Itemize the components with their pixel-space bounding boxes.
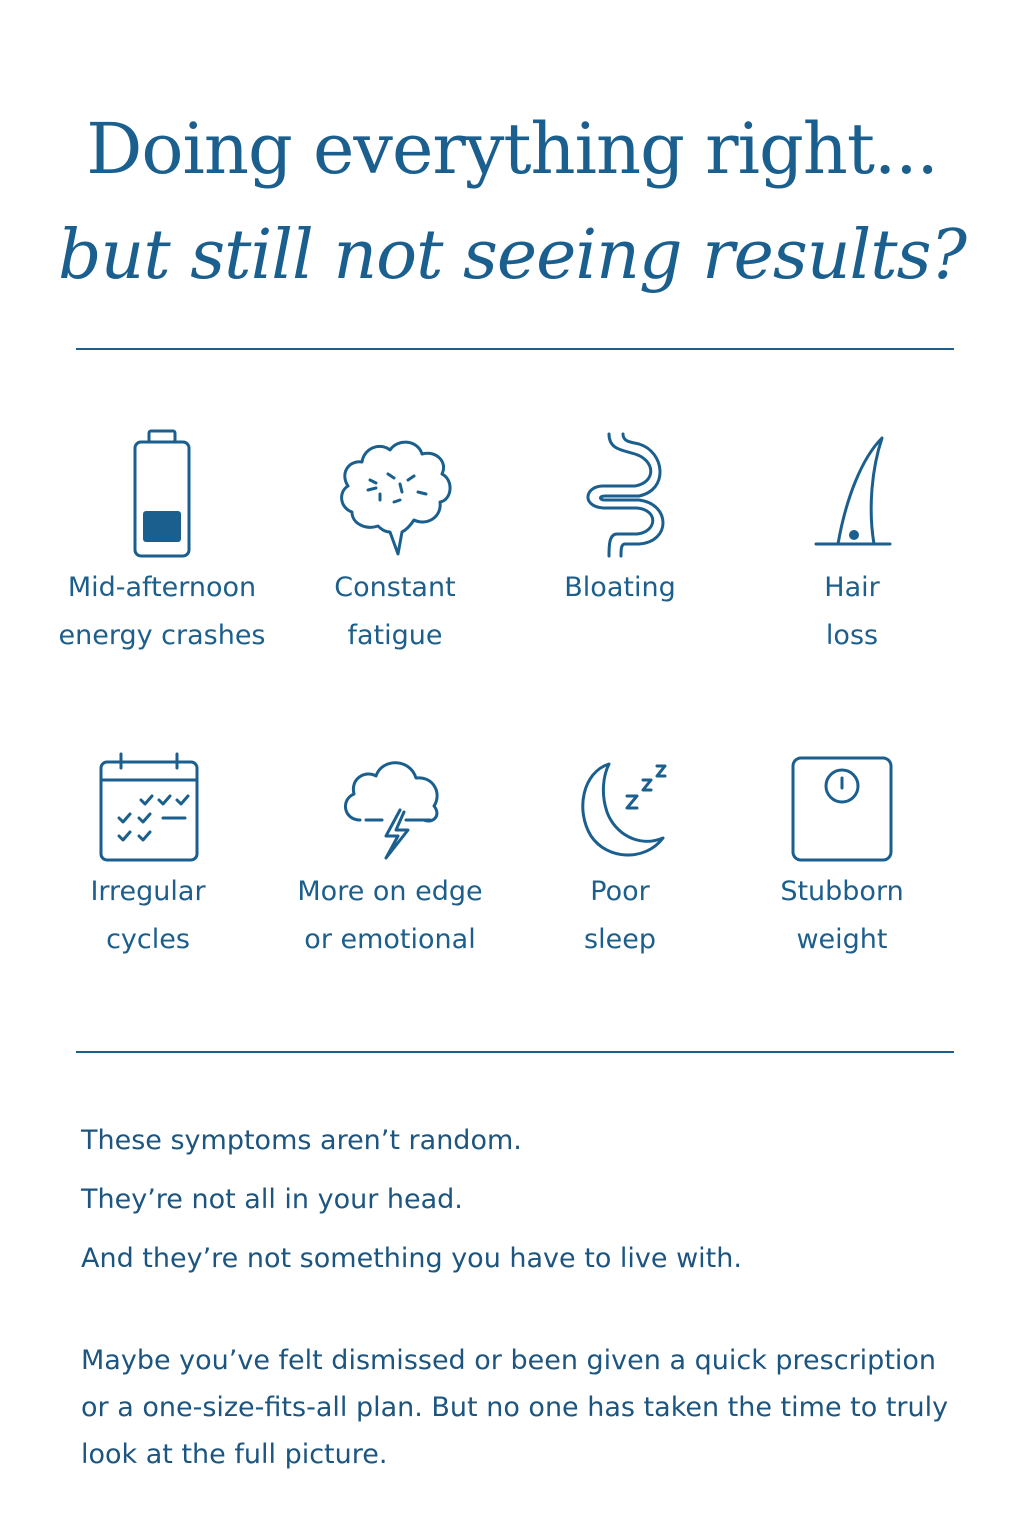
intestine-icon bbox=[565, 428, 675, 564]
symptom-energy-crashes bbox=[47, 428, 277, 660]
bottom-divider bbox=[76, 1051, 954, 1053]
headline-line-2: but still not seeing results? bbox=[58, 216, 966, 295]
symptom-fatigue bbox=[280, 428, 510, 660]
statement-1: These symptoms aren’t random. bbox=[81, 1125, 522, 1156]
symptom-bloating bbox=[505, 428, 735, 612]
symptom-label: Constant fatigue bbox=[334, 572, 456, 651]
statement-3: And they’re not something you have to live with. bbox=[81, 1243, 742, 1274]
headline-line-1: Doing everything right... bbox=[86, 108, 938, 190]
symptom-label: Poor sleep bbox=[584, 876, 656, 955]
symptom-label: More on edge or emotional bbox=[297, 876, 483, 955]
moon-sleep-icon bbox=[565, 750, 675, 868]
symptom-label: Mid-afternoon energy crashes bbox=[58, 572, 266, 651]
closing-paragraph: Maybe you’ve felt dismissed or been given a quick prescription or a one-size-fits-all plan. But no one has taken the time to truly look at the full picture. bbox=[81, 1345, 949, 1470]
battery-low-icon bbox=[122, 428, 202, 564]
symptom-stubborn-weight bbox=[727, 750, 957, 964]
storm-cloud-icon bbox=[330, 750, 450, 868]
statements bbox=[81, 1111, 961, 1288]
statement-2: They’re not all in your head. bbox=[81, 1184, 463, 1215]
symptom-hair-loss bbox=[737, 428, 967, 660]
symptom-label: Hair loss bbox=[824, 572, 880, 651]
symptom-irregular-cycles bbox=[33, 750, 263, 964]
symptom-emotional bbox=[275, 750, 505, 964]
hair-follicle-icon bbox=[802, 428, 902, 564]
symptom-label: Stubborn weight bbox=[780, 876, 904, 955]
top-divider bbox=[76, 348, 954, 350]
calendar-icon bbox=[93, 750, 203, 868]
scale-icon bbox=[787, 750, 897, 868]
symptom-poor-sleep bbox=[505, 750, 735, 964]
brain-icon bbox=[330, 428, 460, 564]
symptom-label: Irregular cycles bbox=[90, 876, 206, 955]
symptom-label: Bloating bbox=[564, 572, 676, 603]
